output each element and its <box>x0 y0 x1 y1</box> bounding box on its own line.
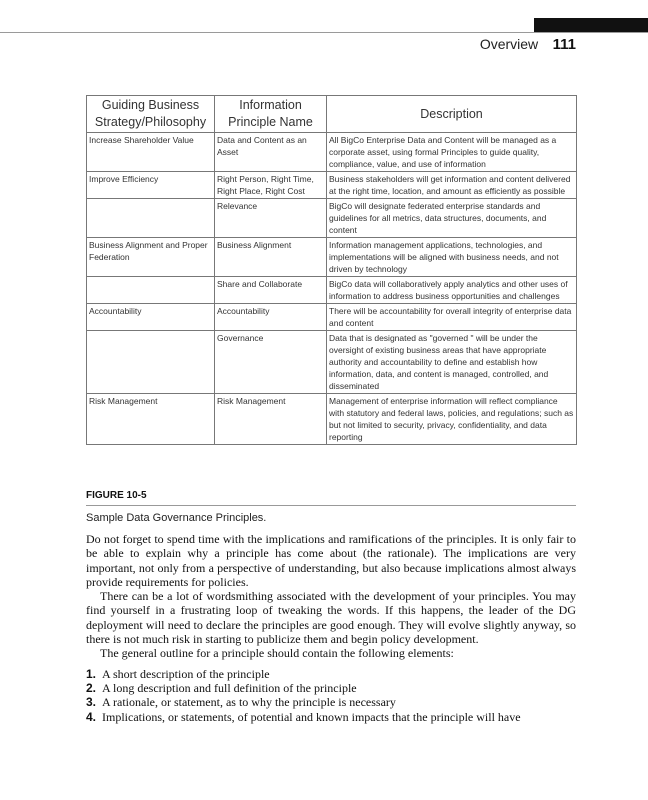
description-cell: BigCo will designate federated enterprise standards and guidelines for all metrics, data structures, documents, and content <box>327 199 577 238</box>
table-row <box>87 133 577 172</box>
list-text: Implications, or statements, of potential and known impacts that the principle will have <box>102 709 521 724</box>
strategy-cell <box>87 277 215 304</box>
principle-cell: Accountability <box>215 304 327 331</box>
list-text: A short description of the principle <box>102 666 270 681</box>
paragraph: The general outline for a principle should contain the following elements: <box>100 646 454 661</box>
strategy-cell: Risk Management <box>87 394 215 445</box>
list-item <box>86 681 576 695</box>
column-header-description: Description <box>327 96 577 133</box>
table-row <box>87 277 577 304</box>
list-text: A rationale, or statement, as to why the principle is necessary <box>102 695 396 710</box>
description-cell: Business stakeholders will get information and content delivered at the right time, location, and amount as efficiently as possible <box>327 172 577 199</box>
description-cell: There will be accountability for overall integrity of enterprise data and content <box>327 304 577 331</box>
description-cell: All BigCo Enterprise Data and Content will be managed as a corporate asset, using formal Principles to guide quality, compliance, value, and use of information <box>327 133 577 172</box>
strategy-cell: Accountability <box>87 304 215 331</box>
header-rule <box>0 32 648 33</box>
paragraph: There can be a lot of wordsmithing associated with the development of your principles. You may find yourself in a frustrating loop of tweaking the words. If this happens, the leader of the DG deployment will need to declare the principles are good enough. They will evolve slightly anyway, so there is not much risk in starting to publicize them and begin policy development. <box>86 589 576 647</box>
list-number: 1. <box>86 666 97 681</box>
figure-caption: Sample Data Governance Principles. <box>86 512 267 524</box>
paragraph: Do not forget to spend time with the implications and ramifications of the principles. It is only fair to be able to explain why a principle has come about (the rationale). The implications are very important, not only from a perspective of understanding, but also because implications almost always provide requirements for policies. <box>86 532 576 589</box>
principle-cell: Governance <box>215 331 327 394</box>
list-number: 4. <box>86 709 97 724</box>
page-number: 111 <box>552 36 576 53</box>
element-list <box>86 667 576 724</box>
principle-cell: Risk Management <box>215 394 327 445</box>
principles-table <box>86 95 577 445</box>
table-row <box>87 331 577 394</box>
description-cell: BigCo data will collaboratively apply analytics and other uses of information to address business opportunities and challenges <box>327 277 577 304</box>
table-row <box>87 304 577 331</box>
running-head <box>480 36 576 54</box>
principle-cell: Share and Collaborate <box>215 277 327 304</box>
list-item <box>86 710 576 724</box>
strategy-cell: Business Alignment and Proper Federation <box>87 238 215 277</box>
strategy-cell <box>87 199 215 238</box>
table-header-row <box>87 96 577 133</box>
table-row <box>87 238 577 277</box>
table-row <box>87 394 577 445</box>
description-cell: Management of enterprise information will reflect compliance with statutory and federal laws, policies, and regulations; such as but not limited to security, privacy, confidentiality, and data reporting <box>327 394 577 445</box>
principle-cell: Right Person, Right Time, Right Place, Right Cost <box>215 172 327 199</box>
list-number: 2. <box>86 680 97 695</box>
list-number: 3. <box>86 695 97 710</box>
figure-label: FIGURE 10-5 <box>86 490 147 501</box>
figure-rule <box>86 505 576 506</box>
body-text <box>86 532 576 724</box>
header-bar <box>534 18 648 32</box>
list-item <box>86 667 576 681</box>
list-item <box>86 695 576 709</box>
column-header-strategy: Guiding Business Strategy/Philosophy <box>87 96 215 133</box>
table-row <box>87 172 577 199</box>
strategy-cell: Increase Shareholder Value <box>87 133 215 172</box>
principle-cell: Relevance <box>215 199 327 238</box>
principle-cell: Data and Content as an Asset <box>215 133 327 172</box>
description-cell: Data that is designated as "governed " will be under the oversight of existing business areas that have appropriate authority and accountability to define and establish how information, data, and content is managed, controlled, and disseminated <box>327 331 577 394</box>
principle-cell: Business Alignment <box>215 238 327 277</box>
table-row <box>87 199 577 238</box>
strategy-cell <box>87 331 215 394</box>
section-title: Overview <box>479 36 539 52</box>
strategy-cell: Improve Efficiency <box>87 172 215 199</box>
list-text: A long description and full definition of the principle <box>102 680 357 695</box>
column-header-principle: Information Principle Name <box>215 96 327 133</box>
description-cell: Information management applications, technologies, and implementations will be aligned with business needs, and not driven by technology <box>327 238 577 277</box>
